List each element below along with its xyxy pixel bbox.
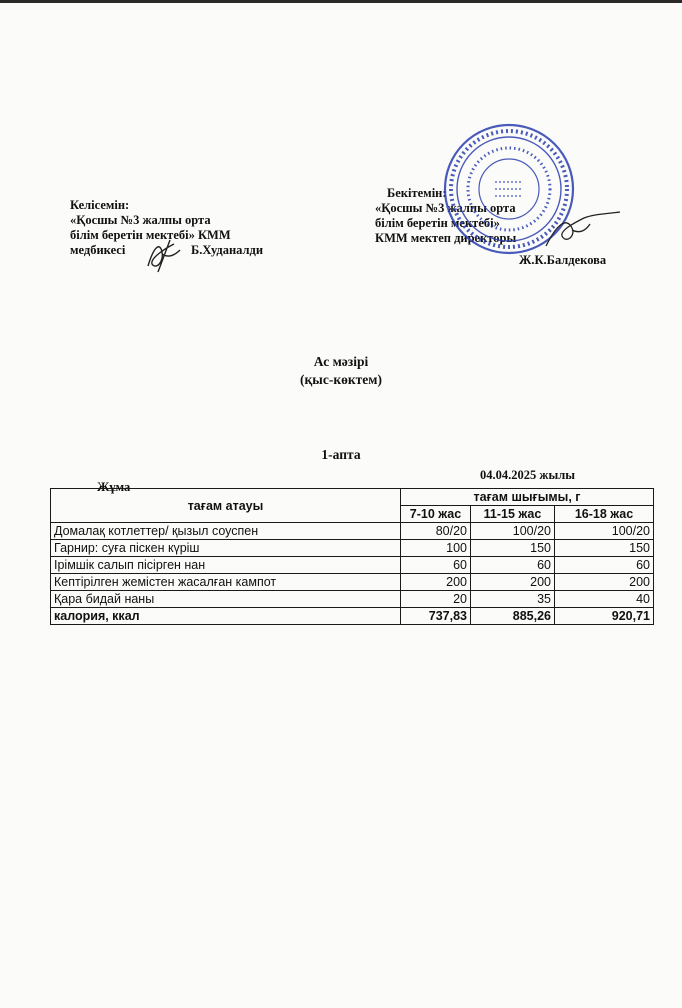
portion-16-18: 60 xyxy=(555,557,654,574)
weekday: Жұма xyxy=(97,480,131,494)
calories-16-18: 920,71 xyxy=(555,608,654,625)
portion-11-15: 150 xyxy=(471,540,555,557)
menu-title: Ас мәзірі xyxy=(313,354,369,369)
approval-left-label: Келісемін: xyxy=(70,198,130,212)
portion-7-10: 80/20 xyxy=(401,523,471,540)
total-label: калория, ккал xyxy=(51,608,401,625)
portion-7-10: 100 xyxy=(401,540,471,557)
portion-7-10: 200 xyxy=(401,574,471,591)
portion-11-15: 60 xyxy=(471,557,555,574)
approval-right-position: КММ мектеп директоры xyxy=(375,231,517,245)
portion-11-15: 100/20 xyxy=(471,523,555,540)
header-portion: тағам шығымы, г xyxy=(401,489,654,506)
approval-left-name: Б.Худаналди xyxy=(191,243,264,257)
approval-right-school-line1: «Қосшы №3 жалпы орта xyxy=(375,201,516,215)
dish-name: Домалақ котлеттер/ қызыл соуспен xyxy=(51,523,401,540)
header-age-11-15: 11-15 жас xyxy=(471,506,555,523)
portion-16-18: 200 xyxy=(555,574,654,591)
header-dish-name: тағам атауы xyxy=(51,489,401,523)
dish-name: Кептірілген жемістен жасалған кампот xyxy=(51,574,401,591)
week-label: 1-апта xyxy=(321,447,361,462)
calories-7-10: 737,83 xyxy=(401,608,471,625)
dish-name: Гарнир: суға піскен күріш xyxy=(51,540,401,557)
approval-right-school-line2: білім беретін мектебі» xyxy=(375,216,500,230)
menu-season: (қыс-көктем) xyxy=(300,372,382,387)
portion-7-10: 60 xyxy=(401,557,471,574)
table-row-total xyxy=(51,608,654,625)
signature-left xyxy=(140,236,190,276)
scan-top-edge xyxy=(0,0,682,3)
menu-date: 04.04.2025 жылы xyxy=(480,468,575,482)
table-row xyxy=(51,557,654,574)
calories-11-15: 885,26 xyxy=(471,608,555,625)
header-age-16-18: 16-18 жас xyxy=(555,506,654,523)
portion-7-10: 20 xyxy=(401,591,471,608)
table-row xyxy=(51,523,654,540)
approval-left-school-line1: «Қосшы №3 жалпы орта xyxy=(70,213,211,227)
portion-16-18: 40 xyxy=(555,591,654,608)
table-row xyxy=(51,540,654,557)
portion-11-15: 35 xyxy=(471,591,555,608)
approval-right-label: Бекітемін: xyxy=(387,186,447,200)
portion-16-18: 100/20 xyxy=(555,523,654,540)
approval-left-role: медбикесі xyxy=(70,243,126,257)
dish-name: Қара бидай наны xyxy=(51,591,401,608)
approval-right-name: Ж.К.Балдекова xyxy=(519,253,607,267)
portion-11-15: 200 xyxy=(471,574,555,591)
portion-16-18: 150 xyxy=(555,540,654,557)
table-row xyxy=(51,574,654,591)
table-row xyxy=(51,591,654,608)
signature-right xyxy=(536,206,626,256)
menu-table xyxy=(50,488,654,625)
dish-name: Ірімшік салып пісірген нан xyxy=(51,557,401,574)
approval-left-school-line2: білім беретін мектебі» КММ xyxy=(70,228,231,242)
header-age-7-10: 7-10 жас xyxy=(401,506,471,523)
